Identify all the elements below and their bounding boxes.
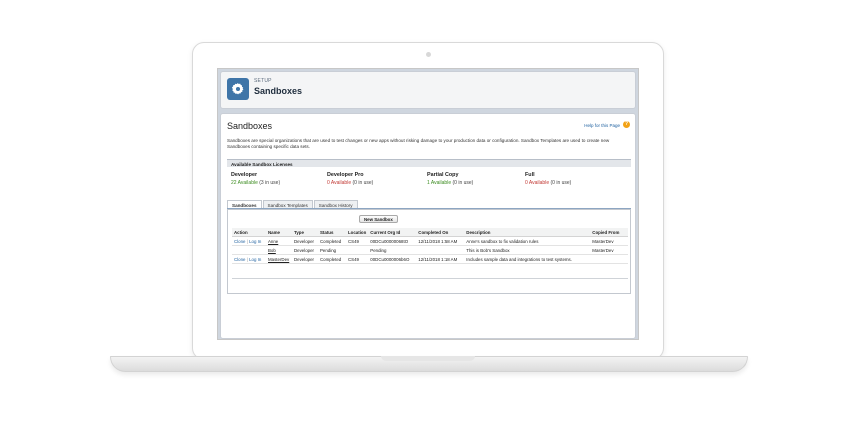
type-cell: Developer — [292, 255, 318, 264]
table-row — [232, 246, 628, 255]
location-cell — [346, 246, 368, 255]
table-row — [232, 237, 628, 246]
license-full — [525, 172, 615, 186]
license-in-use: (0 in use) — [452, 180, 474, 186]
copied-from-cell: MasterDev — [590, 237, 628, 246]
column-header: Completed On — [416, 228, 464, 237]
gear-icon — [231, 82, 245, 96]
tab-sandbox-templates[interactable]: Sandbox Templates — [263, 200, 313, 209]
column-header: Action — [232, 228, 266, 237]
sandbox-table — [232, 228, 628, 264]
license-in-use: (3 in use) — [259, 180, 281, 186]
sandbox-name-link[interactable]: Bob — [268, 247, 276, 253]
license-name: Developer — [231, 172, 258, 178]
sandbox-name-link[interactable]: Anne — [268, 238, 279, 244]
license-developer — [231, 172, 321, 186]
page-header — [220, 71, 636, 109]
setup-tile — [227, 78, 249, 100]
intro-text: Sandboxes are special organizations that are used to test changes or new apps without risking damage to your production data or configuration. Sandbox Templates are used to create new Sandboxes containing specific data sets. — [227, 138, 610, 149]
table-header-row — [232, 228, 628, 237]
description-cell: This is Bob's Sandbox — [464, 246, 590, 255]
column-header: Type — [292, 228, 318, 237]
description-cell: Includes sample data and integrations to test systems. — [464, 255, 590, 264]
license-available: 0 Available — [525, 180, 550, 186]
license-in-use: (0 in use) — [352, 180, 374, 186]
license-name: Full — [525, 172, 535, 178]
org-id-cell: 00DCu00000068tO — [368, 237, 416, 246]
clone-link[interactable]: Clone — [234, 238, 246, 244]
action-cell: Clone | Log In — [232, 255, 266, 264]
laptop-base-notch — [381, 356, 475, 361]
setup-eyebrow: SETUP — [254, 78, 272, 84]
description-cell: Anne's sandbox to fix validation rules — [464, 237, 590, 246]
column-header: Status — [318, 228, 346, 237]
license-name: Developer Pro — [327, 172, 364, 178]
completed-on-cell: 12/11/2018 1:18 AM — [416, 255, 464, 264]
laptop-camera — [426, 52, 431, 57]
sandbox-name-link[interactable]: MasterDev — [268, 256, 290, 262]
license-in-use: (0 in use) — [550, 180, 572, 186]
action-cell: Clone | Log In — [232, 237, 266, 246]
license-available: 1 Available — [427, 180, 452, 186]
status-cell: Pending — [318, 246, 346, 255]
clone-link[interactable]: Clone — [234, 256, 246, 262]
license-name: Partial Copy — [427, 172, 459, 178]
column-header: Current Org Id — [368, 228, 416, 237]
column-header: Location — [348, 229, 367, 235]
column-header: Copied From — [590, 228, 628, 237]
action-cell — [232, 246, 266, 255]
tab-body — [227, 209, 631, 294]
column-header: Description — [464, 228, 590, 237]
copied-from-cell — [590, 255, 628, 264]
help-icon[interactable]: ? — [624, 121, 629, 127]
log-in-link[interactable]: Log In — [249, 256, 262, 262]
page-title: Sandboxes — [227, 121, 273, 131]
new-sandbox-button[interactable]: New Sandbox — [359, 215, 398, 223]
status-cell: Completed — [318, 255, 346, 264]
log-in-link[interactable]: Log In — [249, 238, 262, 244]
type-cell: Developer — [292, 246, 318, 255]
location-cell: CS49 — [346, 255, 368, 264]
tab-sandbox-history[interactable]: Sandbox History — [314, 200, 358, 209]
screen — [217, 68, 639, 340]
header-title: Sandboxes — [254, 86, 303, 96]
table-row — [232, 255, 628, 264]
org-id-cell: Pending — [368, 246, 416, 255]
org-id-cell: 00DCu0000006b6O — [368, 255, 416, 264]
status-cell: Completed — [318, 237, 346, 246]
help-link[interactable]: Help for this Page — [584, 123, 620, 128]
completed-on-cell — [416, 246, 464, 255]
type-cell: Developer — [292, 237, 318, 246]
table-footer-line — [232, 278, 628, 279]
content-panel — [220, 113, 636, 339]
licenses-header: Available Sandbox Licenses — [227, 159, 631, 167]
completed-on-cell: 12/11/2018 1:58 AM — [416, 237, 464, 246]
location-cell: CS49 — [346, 237, 368, 246]
copied-from-cell: MasterDev — [590, 246, 628, 255]
license-developer-pro — [327, 172, 417, 186]
license-available: 0 Available — [327, 180, 352, 186]
license-partial-copy — [427, 172, 517, 186]
tab-sandboxes[interactable]: Sandboxes — [227, 200, 262, 209]
column-header: Name — [266, 228, 292, 237]
license-available: 22 Available — [231, 180, 258, 186]
